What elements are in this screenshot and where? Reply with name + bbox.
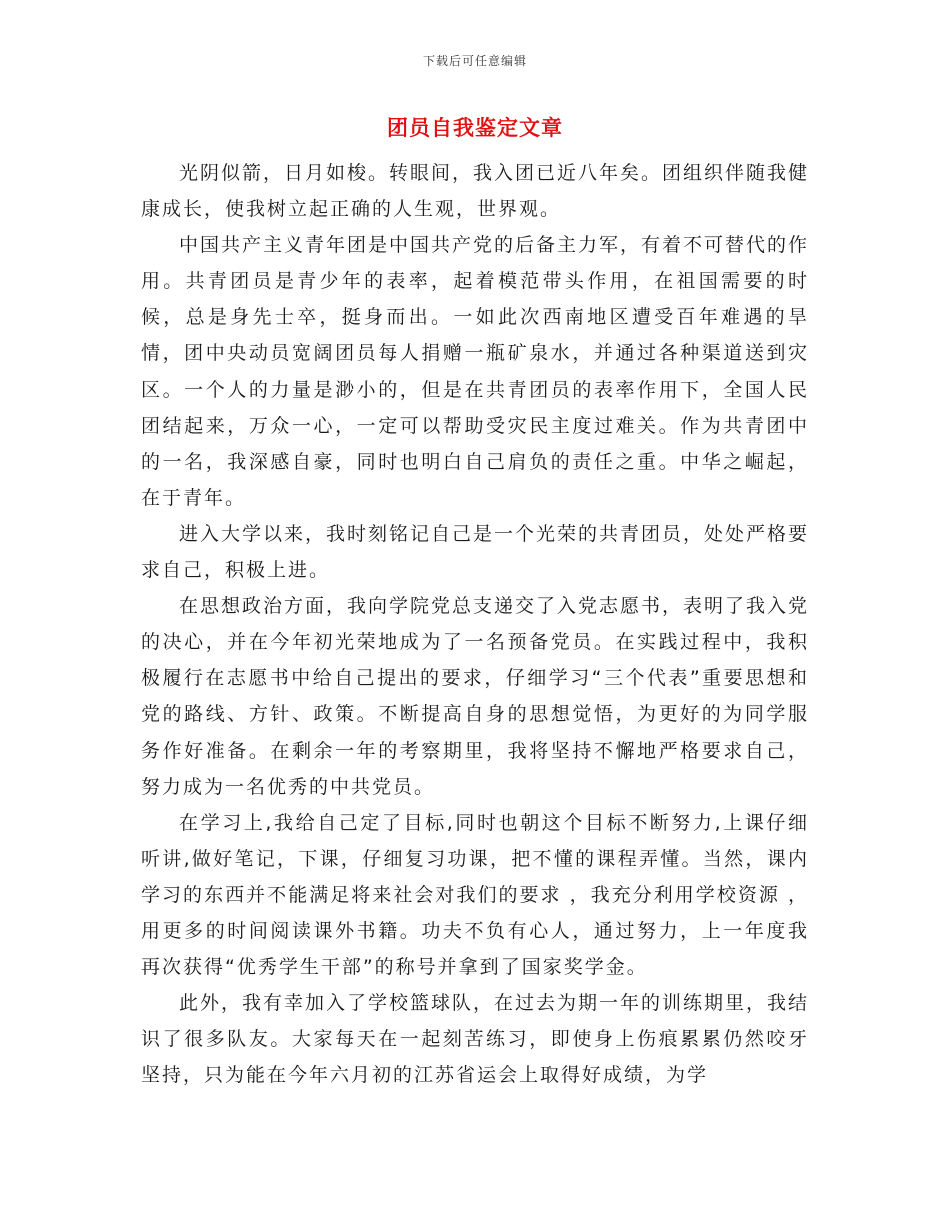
document-title: 团员自我鉴定文章 — [387, 116, 563, 140]
paragraph: 光阴似箭，日月如梭。转眼间，我入团已近八年矣。团组织伴随我健康成长，使我树立起正确的人生观，世界观。 — [141, 162, 810, 221]
paragraph: 进入大学以来，我时刻铭记自己是一个光荣的共青团员，处处严格要求自己，积极上进。 — [141, 522, 810, 582]
document-body — [141, 155, 809, 1093]
paragraph: 在学习上,我给自己定了目标,同时也朝这个目标不断努力,上课仔细听讲,做好笔记，下课，仔细复习功课，把不懂的课程弄懂。当然，课内学习的东西并不能满足将来社会对我们的要求 ，我充分利用学校资源 ，用更多的时间阅读课外书籍。功夫不负有心人，通过努力，上一年度我再次获得“优秀学生干部”的称号并拿到了国家奖学金。 — [141, 811, 809, 979]
paragraph: 此外，我有幸加入了学校篮球队，在过去为期一年的训练期里，我结识了很多队友。大家每天在一起刻苦练习，即使身上伤痕累累仍然咬牙坚持，只为能在今年六月初的江苏省运会上取得好成绩，为学 — [141, 992, 810, 1087]
paragraph: 在思想政治方面，我向学院党总支递交了入党志愿书，表明了我入党的决心，并在今年初光荣地成为了一名预备党员。在实践过程中，我积极履行在志愿书中给自己提出的要求，仔细学习“三个代表”重要思想和党的路线、方针、政策。不断提高自身的思想觉悟，为更好的为同学服务作好准备。在剩余一年的考察期里，我将坚持不懈地严格要求自己，努力成为一名优秀的中共党员。 — [141, 595, 810, 798]
header-note: 下载后可任意编辑 — [422, 54, 527, 68]
paragraph: 中国共产主义青年团是中国共产党的后备主力军，有着不可替代的作用。共青团员是青少年的表率，起着模范带头作用，在祖国需要的时候，总是身先士卒，挺身而出。一如此次西南地区遭受百年难遇的旱情，团中央动员宽阔团员每人捐赠一瓶矿泉水，并通过各种渠道送到灾区。一个人的力量是渺小的，但是在共青团员的表率作用下，全国人民团结起来，万众一心，一定可以帮助受灾民主度过难关。作为共青团中的一名，我深感自豪，同时也明白自己肩负的责任之重。中华之崛起，在于青年。 — [141, 234, 810, 509]
